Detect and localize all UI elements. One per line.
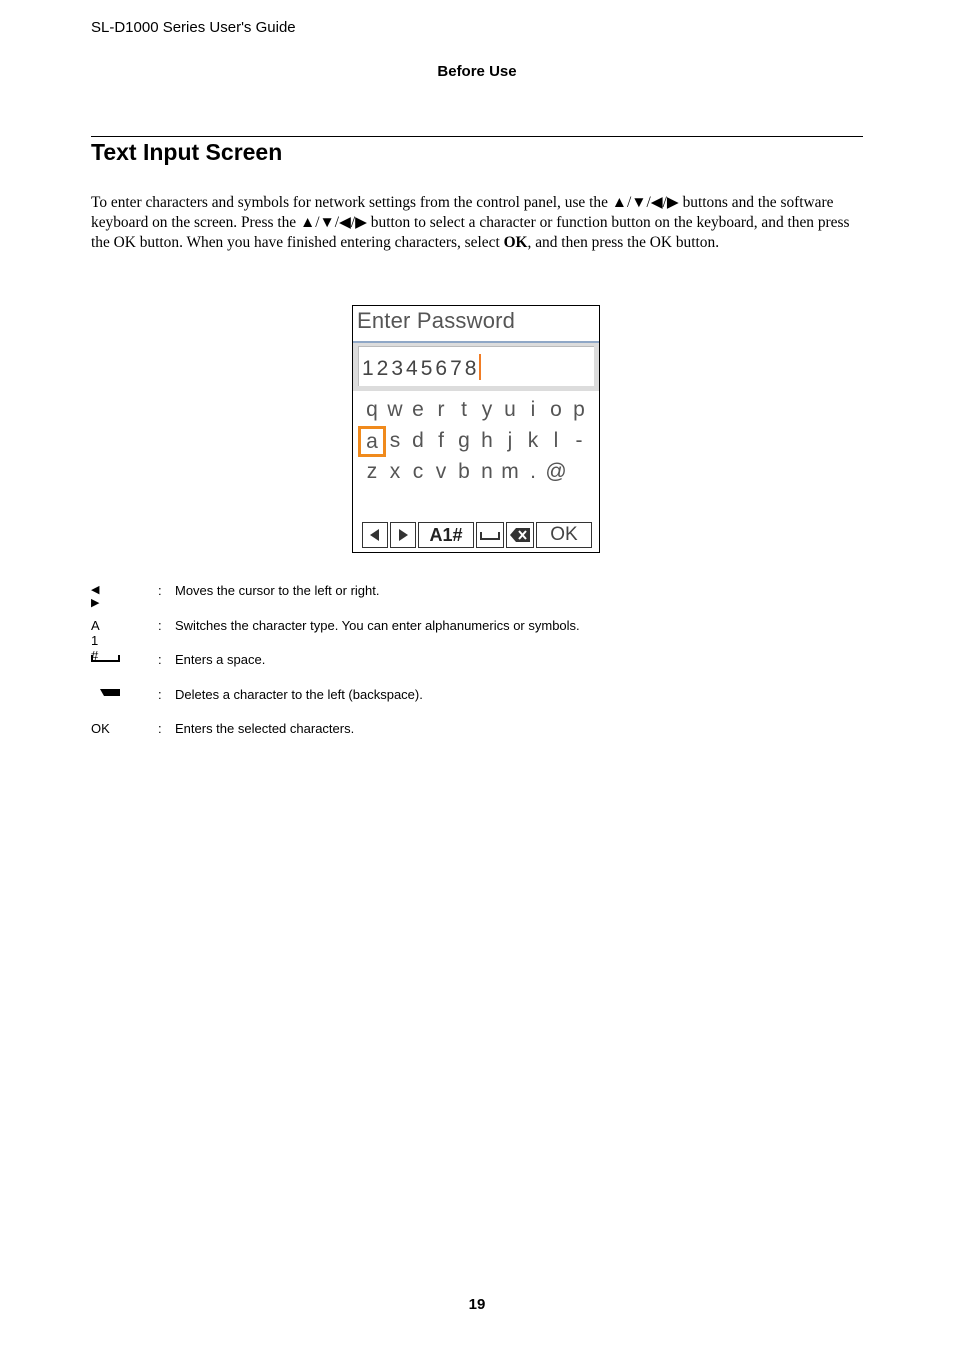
- keyboard-function-bar: [362, 522, 592, 548]
- legend-description: Enters the selected characters.: [175, 721, 355, 736]
- key-h[interactable]: h: [481, 429, 493, 452]
- backspace-icon: [509, 527, 531, 543]
- key-b[interactable]: b: [458, 460, 470, 483]
- legend-description: Enters a space.: [175, 652, 266, 667]
- key-y[interactable]: y: [481, 398, 493, 421]
- page-title: Text Input Screen: [91, 139, 283, 165]
- legend-key: [91, 652, 121, 667]
- text-input-screen: [352, 305, 600, 553]
- key-t[interactable]: t: [461, 398, 467, 421]
- legend-key: [91, 687, 126, 702]
- legend-key: OK: [91, 721, 110, 736]
- cursor-left-button[interactable]: [362, 522, 388, 548]
- key-r[interactable]: r: [437, 398, 445, 421]
- space-icon: [479, 528, 501, 542]
- key-n[interactable]: n: [481, 460, 493, 483]
- intro-text: , and then press the: [527, 234, 650, 251]
- space-icon: [91, 652, 121, 664]
- legend-colon: :: [158, 583, 162, 598]
- key-k[interactable]: k: [527, 429, 539, 452]
- ok-select-ref: OK: [503, 234, 528, 251]
- ok-button-ref: OK: [649, 234, 673, 251]
- text-caret: [479, 354, 481, 380]
- space-button[interactable]: [476, 522, 504, 548]
- left-arrow-icon: [368, 528, 382, 542]
- key-i[interactable]: i: [530, 398, 536, 421]
- key-d[interactable]: d: [412, 429, 424, 452]
- backspace-button[interactable]: [506, 522, 534, 548]
- key-u[interactable]: u: [504, 398, 516, 421]
- key-v[interactable]: v: [435, 460, 447, 483]
- key-s[interactable]: s: [389, 429, 401, 452]
- intro-text: button.: [672, 234, 720, 251]
- key-e[interactable]: e: [412, 398, 424, 421]
- guide-title: SL-D1000 Series User's Guide: [91, 19, 296, 36]
- character-type-button[interactable]: A1#: [418, 522, 474, 548]
- legend-description: Switches the character type. You can enter alphanumerics or symbols.: [175, 618, 580, 633]
- intro-paragraph: [91, 193, 866, 253]
- page-number: 19: [468, 1296, 486, 1313]
- key-w[interactable]: w: [387, 398, 403, 421]
- key-hyphen[interactable]: -: [575, 429, 583, 452]
- legend-colon: :: [158, 652, 162, 667]
- legend-colon: :: [158, 687, 162, 702]
- entry-area: [353, 343, 600, 391]
- right-arrow-icon: [396, 528, 410, 542]
- key-c[interactable]: c: [412, 460, 424, 483]
- intro-text: To enter characters and symbols for network settings from the control panel, use the ▲/▼/◀/▶ buttons and the software keyboard on the screen. Press the ▲/▼/◀/▶ button to select a character or function button on the keyboard, and then press the: [91, 194, 850, 251]
- key-m[interactable]: m: [501, 460, 519, 483]
- password-value: [362, 354, 481, 381]
- legend-colon: :: [158, 618, 162, 633]
- key-f[interactable]: f: [438, 429, 444, 452]
- legend-key: A 1 #: [91, 618, 99, 663]
- legend-description: Moves the cursor to the left or right.: [175, 583, 380, 598]
- heading-rule: [91, 136, 863, 137]
- section-name: Before Use: [437, 63, 517, 80]
- legend-colon: :: [158, 721, 162, 736]
- ok-button[interactable]: OK: [536, 522, 592, 548]
- key-period[interactable]: .: [530, 460, 536, 483]
- key-l[interactable]: l: [553, 429, 559, 452]
- legend-description: Deletes a character to the left (backspace).: [175, 687, 423, 702]
- legend-key: ◀ ▶: [91, 584, 100, 609]
- key-z[interactable]: z: [366, 460, 378, 483]
- entry-text: 12345678: [362, 357, 480, 380]
- password-field[interactable]: [358, 346, 594, 386]
- key-q[interactable]: q: [366, 398, 378, 421]
- key-at[interactable]: @: [545, 460, 567, 483]
- cursor-right-button[interactable]: [390, 522, 416, 548]
- key-o[interactable]: o: [550, 398, 562, 421]
- screen-title: Enter Password: [357, 308, 516, 333]
- intro-text: button. When you have finished entering characters, select: [135, 234, 504, 251]
- key-a[interactable]: a: [361, 429, 383, 454]
- key-x[interactable]: x: [389, 460, 401, 483]
- ok-button-ref: OK: [113, 234, 136, 251]
- key-p[interactable]: p: [573, 398, 585, 421]
- key-g[interactable]: g: [458, 429, 470, 452]
- key-j[interactable]: j: [507, 429, 513, 452]
- backspace-icon: [96, 687, 126, 699]
